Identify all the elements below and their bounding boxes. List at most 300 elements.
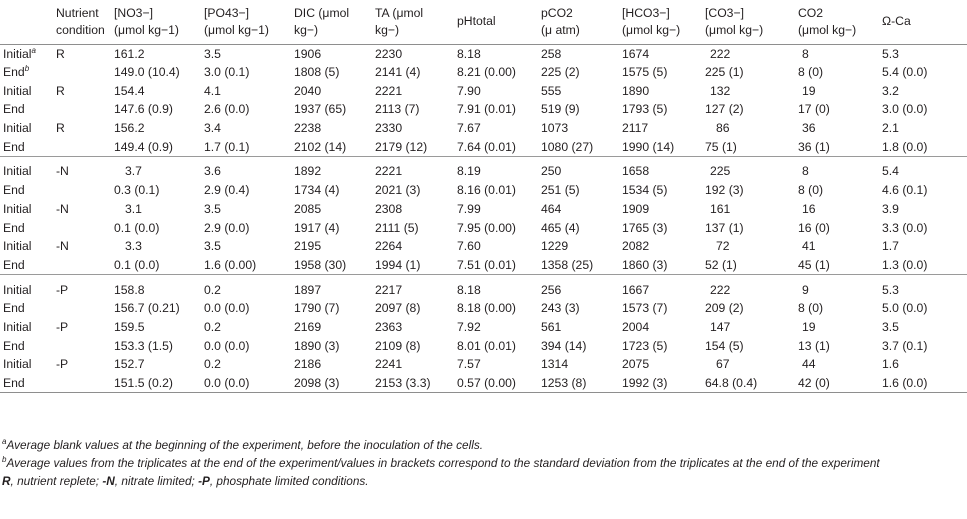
stage-cell [0,137,53,156]
value-cell: 1575 (5) [622,65,668,80]
value-cell: 3.7 [125,164,142,179]
value-cell: 258 [541,46,562,61]
stage-cell [0,100,53,119]
table-row [0,299,967,318]
table-row [0,181,967,200]
value-cell: 2217 [375,282,403,297]
value-cell: 1994 (1) [372,256,454,275]
footnote-a [2,437,886,455]
stage-cell [0,237,53,256]
value-cell: 555 [541,83,562,98]
table-row [0,280,967,299]
value-cell: 2004 [622,319,650,334]
value-cell: 4.1 [204,83,221,98]
column-header-unit: (μmol kg−) [705,22,764,37]
column-header [795,0,879,44]
footnote-b-mark: b [2,454,7,464]
value-cell: 2.9 (0.0) [204,220,250,235]
value-cell: 1937 (65) [294,102,347,117]
footnote-a-text: Average blank values at the beginning of the experiment, before the inoculation of the cells. [6,438,484,452]
value-cell: 3.0 (0.1) [204,65,250,80]
value-cell: 7.90 [457,83,481,98]
column-header-unit: kg−) [294,22,319,37]
value-cell: 3.9 [882,201,899,216]
value-cell: 7.64 (0.01) [454,137,538,156]
table-row [0,63,967,82]
value-cell: 222 [710,46,731,61]
value-cell: 137 (1) [705,220,744,235]
stage-label: Initial [3,319,32,334]
value-cell: 0.0 (0.0) [201,374,291,393]
condition-cell [53,100,111,119]
condition-cell: -N [56,239,69,254]
value-cell: 464 [541,201,562,216]
condition-cell [53,256,111,275]
stage-label: Initial [3,164,32,179]
value-cell: 1892 [294,164,322,179]
stage-label: End [3,375,25,390]
value-cell: 2179 (12) [372,137,454,156]
value-cell: 159.5 [114,319,145,334]
value-cell: 8 [802,46,809,61]
value-cell: 2.1 [882,121,899,136]
value-cell: 36 [802,121,816,136]
legend-r-text: , nutrient replete; [10,474,103,488]
column-header-label: Nutrient [56,5,99,20]
value-cell: 9 [802,282,809,297]
column-header [538,0,619,44]
condition-cell [53,63,111,82]
value-cell: 16 [802,201,816,216]
value-cell: 7.95 (0.00) [457,220,516,235]
stage-cell [0,299,53,318]
table-row [0,318,967,337]
legend-n: -N [102,474,115,488]
column-header-label: CO2 [798,5,824,20]
condition-cell [53,137,111,156]
table-row [0,100,967,119]
column-header [111,0,201,44]
column-header-label: Ω-Ca [882,14,911,29]
value-cell: 192 (3) [705,183,744,198]
column-header-label: pHtotal [457,14,496,29]
value-cell: 1992 (3) [619,374,702,393]
value-cell: 3.5 [204,201,221,216]
value-cell: 2308 [375,201,403,216]
value-cell: 161 [710,201,731,216]
value-cell: 209 (2) [705,301,744,316]
value-cell: 0.0 (0.0) [204,301,250,316]
value-cell: 2230 [375,46,403,61]
table-body [0,44,967,392]
column-header-label: [NO3−] [114,5,153,20]
table-row [0,162,967,181]
stage-cell [0,200,53,219]
value-cell: 394 (14) [541,338,587,353]
value-cell: 2097 (8) [375,301,421,316]
value-cell: 147 [710,319,731,334]
column-header [702,0,795,44]
value-cell: 3.3 (0.0) [882,220,928,235]
table-row [0,256,967,275]
value-cell: 0.2 [204,357,221,372]
stage-cell [0,63,53,82]
value-cell: 8 (0) [798,301,824,316]
value-cell: 8.18 (0.00) [457,301,516,316]
value-cell: 225 [710,164,731,179]
condition-legend [2,473,886,491]
value-cell: 8 [802,164,809,179]
value-cell: 127 (2) [705,102,744,117]
value-cell: 2264 [375,239,403,254]
value-cell: 8.21 (0.00) [457,65,516,80]
value-cell: 1080 (27) [538,137,619,156]
value-cell: 7.67 [457,121,481,136]
value-cell: 0.1 (0.0) [111,256,201,275]
condition-cell: -P [56,282,69,297]
footnote-b-text: Average values from the triplicates at the end of the experiment/values in brackets correspond to the standard deviation from the triplicates at the end of the experiment [6,455,880,470]
value-cell: 1958 (30) [291,256,372,275]
table-row [0,218,967,237]
stage-cell [0,81,53,100]
table-row [0,237,967,256]
legend-p-text: , phosphate limited conditions. [209,474,369,488]
stage-label: Initial [3,282,32,297]
value-cell: 153.3 (1.5) [114,338,173,353]
column-header [0,0,53,44]
value-cell: 3.5 [204,46,221,61]
value-cell: 1734 (4) [294,183,340,198]
column-header-unit: condition [56,22,105,37]
value-cell: 2238 [294,121,322,136]
stage-cell [0,162,53,181]
value-cell: 3.4 [204,121,221,136]
value-cell: 2098 (3) [291,374,372,393]
value-cell: 1897 [294,282,322,297]
value-cell: 1990 (14) [619,137,702,156]
column-header-unit: kg−) [375,22,400,37]
condition-cell: -P [56,357,69,372]
stage-label: Initial [3,46,32,61]
value-cell: 3.6 [204,164,221,179]
value-cell: 256 [541,282,562,297]
value-cell: 16 (0) [798,220,830,235]
footnote-a-mark: a [2,437,7,447]
value-cell: 1723 (5) [622,338,668,353]
value-cell: 156.7 (0.21) [114,301,180,316]
value-cell: 1667 [622,282,650,297]
stage-label: End [3,257,25,272]
value-cell: 2117 [622,121,649,136]
value-cell: 1534 (5) [622,183,668,198]
stage-cell [0,318,53,337]
value-cell: 152.7 [114,357,145,372]
stage-cell [0,336,53,355]
column-header-label: DIC (μmol [294,5,350,20]
value-cell: 154 (5) [705,338,744,353]
stage-cell [0,355,53,374]
condition-cell: R [56,83,65,98]
value-cell: 1573 (7) [622,301,668,316]
column-header-label: TA (μmol [375,5,424,20]
stage-cell [0,280,53,299]
stage-label: Initial [3,83,32,98]
value-cell: 1808 (5) [294,65,340,80]
value-cell: 1358 (25) [538,256,619,275]
value-cell: 3.5 [204,239,221,254]
value-cell: 149.0 (10.4) [114,65,180,80]
stage-label: Initial [3,239,32,254]
column-header-label: pCO2 [541,5,573,20]
value-cell: 2141 (4) [375,65,421,80]
value-cell: 2040 [294,83,322,98]
column-header-unit: (μ atm) [541,22,580,37]
condition-cell: -N [56,164,69,179]
legend-n-text: , nitrate limited; [114,474,199,488]
value-cell: 8.18 [457,46,481,61]
value-cell: 1793 (5) [622,102,668,117]
value-cell: 2.9 (0.4) [204,183,250,198]
value-cell: 243 (3) [541,301,580,316]
table-row [0,119,967,138]
condition-cell: -P [56,319,69,334]
value-cell: 7.92 [457,319,481,334]
column-header [372,0,454,44]
value-cell: 52 (1) [702,256,795,275]
value-cell: 2363 [375,319,403,334]
footnote-marker: a [31,45,36,55]
value-cell: 2186 [294,357,322,372]
column-header [201,0,291,44]
value-cell: 5.4 [882,164,899,179]
value-cell: 561 [541,319,562,334]
value-cell: 1.3 (0.0) [879,256,967,275]
stage-label: End [3,139,25,154]
table-row [0,336,967,355]
value-cell: 1.7 (0.1) [201,137,291,156]
condition-cell [53,374,111,393]
value-cell: 42 (0) [795,374,879,393]
condition-cell [53,181,111,200]
stage-cell [0,44,53,63]
value-cell: 2221 [375,164,403,179]
stage-label: End [3,102,25,117]
value-cell: 5.4 (0.0) [882,65,928,80]
stage-cell [0,218,53,237]
value-cell: 225 (1) [705,65,744,80]
value-cell: 0.0 (0.0) [204,338,250,353]
value-cell: 19 [802,83,816,98]
value-cell: 1.8 (0.0) [879,137,967,156]
table-header [0,0,967,44]
value-cell: 2102 (14) [291,137,372,156]
value-cell: 519 (9) [541,102,580,117]
value-cell: 2111 (5) [375,220,419,235]
value-cell: 2113 (7) [375,102,420,117]
column-header-unit: (μmol kg−) [798,22,857,37]
value-cell: 0.3 (0.1) [114,183,160,198]
value-cell: 132 [710,83,731,98]
value-cell: 0.2 [204,282,221,297]
value-cell: 72 [716,239,730,254]
column-header-label: [CO3−] [705,5,744,20]
value-cell: 3.3 [125,239,142,254]
value-cell: 1658 [622,164,650,179]
value-cell: 2075 [622,357,650,372]
footnote-b [2,455,886,473]
stage-cell [0,181,53,200]
table-row [0,374,967,393]
value-cell: 8.16 (0.01) [457,183,516,198]
value-cell: 1.7 [882,239,899,254]
value-cell: 86 [716,121,730,136]
stage-cell [0,256,53,275]
stage-label: End [3,220,25,235]
value-cell: 3.5 [882,319,899,334]
value-cell: 1229 [541,239,569,254]
stage-cell [0,374,53,393]
value-cell: 67 [716,357,730,372]
value-cell: 8.01 (0.01) [457,338,516,353]
value-cell: 0.1 (0.0) [114,220,160,235]
column-header [879,0,967,44]
table-row [0,200,967,219]
value-cell: 5.0 (0.0) [882,301,928,316]
value-cell: 1890 [622,83,650,98]
stage-label: Initial [3,357,32,372]
value-cell: 2241 [375,357,403,372]
value-cell: 5.3 [882,282,899,297]
value-cell: 4.6 (0.1) [882,183,928,198]
value-cell: 17 (0) [798,102,830,117]
value-cell: 13 (1) [798,338,830,353]
condition-cell: R [56,121,65,136]
value-cell: 7.57 [457,357,481,372]
value-cell: 149.4 (0.9) [111,137,201,156]
value-cell: 151.5 (0.2) [111,374,201,393]
column-header-unit: (μmol kg−1) [114,22,179,37]
value-cell: 5.3 [882,46,899,61]
value-cell: 225 (2) [541,65,580,80]
value-cell: 1674 [622,46,650,61]
legend-p: -P [198,474,210,488]
value-cell: 1.6 (0.00) [201,256,291,275]
value-cell: 2109 (8) [375,338,421,353]
value-cell: 158.8 [114,282,145,297]
value-cell: 2.6 (0.0) [204,102,250,117]
value-cell: 3.0 (0.0) [882,102,928,117]
value-cell: 2330 [375,121,403,136]
value-cell: 1.6 [882,357,899,372]
value-cell: 7.51 (0.01) [454,256,538,275]
value-cell: 3.2 [882,83,899,98]
value-cell: 45 (1) [795,256,879,275]
condition-cell: R [56,46,65,61]
footnote-marker: b [24,63,30,73]
value-cell: 8.18 [457,282,481,297]
condition-cell [53,336,111,355]
value-cell: 2221 [375,83,403,98]
value-cell: 1890 (3) [294,338,340,353]
value-cell: 7.60 [457,239,481,254]
value-cell: 7.91 (0.01) [457,102,516,117]
column-header-label: [HCO3−] [622,5,670,20]
stage-label: End [3,65,25,80]
value-cell: 161.2 [114,46,145,61]
table-row [0,44,967,63]
value-cell: 19 [802,319,816,334]
value-cell: 36 (1) [795,137,879,156]
value-cell: 156.2 [114,121,145,136]
value-cell: 8 (0) [798,65,824,80]
value-cell: 2082 [622,239,650,254]
value-cell: 8.19 [457,164,481,179]
column-header-unit: (μmol kg−1) [204,22,269,37]
column-header [53,0,111,44]
value-cell: 8 (0) [798,183,824,198]
value-cell: 1790 (7) [294,301,340,316]
value-cell: 44 [802,357,816,372]
condition-cell: -N [56,201,69,216]
condition-cell [53,299,111,318]
stage-label: End [3,301,25,316]
value-cell: 2153 (3.3) [372,374,454,393]
value-cell: 154.4 [114,83,145,98]
condition-cell [53,218,111,237]
value-cell: 75 (1) [702,137,795,156]
table-row [0,81,967,100]
value-cell: 41 [802,239,816,254]
table-row [0,355,967,374]
column-header-unit: (μmol kg−) [622,22,681,37]
value-cell: 0.2 [204,319,221,334]
value-cell: 0.57 (0.00) [454,374,538,393]
stage-cell [0,119,53,138]
value-cell: 2195 [294,239,322,254]
stage-label: Initial [3,201,32,216]
value-cell: 1906 [294,46,322,61]
column-header [619,0,702,44]
stage-label: End [3,338,25,353]
value-cell: 1765 (3) [622,220,668,235]
value-cell: 250 [541,164,562,179]
table-footnotes [2,437,886,491]
value-cell: 2085 [294,201,322,216]
value-cell: 3.7 (0.1) [882,338,928,353]
column-header [291,0,372,44]
value-cell: 465 (4) [541,220,580,235]
stage-label: End [3,183,25,198]
value-cell: 2169 [294,319,322,334]
value-cell: 1073 [541,121,569,136]
value-cell: 1917 (4) [294,220,340,235]
legend-r: R [2,474,11,488]
value-cell: 2021 (3) [375,183,421,198]
value-cell: 3.1 [125,201,142,216]
value-cell: 251 (5) [541,183,580,198]
column-header [454,0,538,44]
value-cell: 1253 (8) [538,374,619,393]
column-header-label: [PO43−] [204,5,250,20]
value-cell: 1314 [541,357,569,372]
value-cell: 1860 (3) [619,256,702,275]
value-cell: 7.99 [457,201,481,216]
value-cell: 147.6 (0.9) [114,102,173,117]
table-row [0,137,967,156]
value-cell: 1909 [622,201,650,216]
value-cell: 1.6 (0.0) [879,374,967,393]
value-cell: 64.8 (0.4) [702,374,795,393]
